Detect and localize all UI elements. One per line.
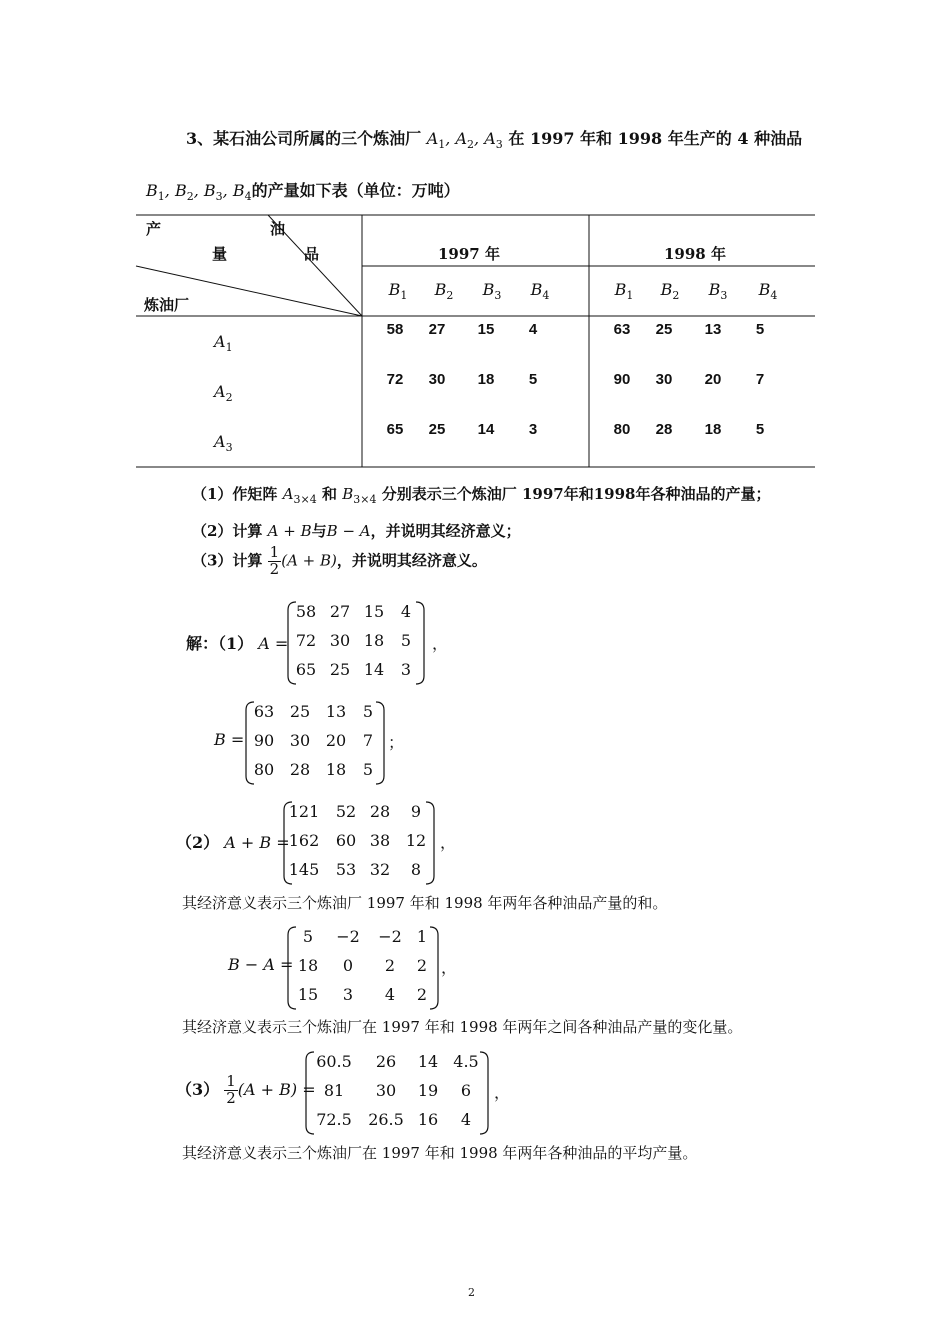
matrix-cell: 72.5 bbox=[316, 1110, 352, 1129]
diff-label: B − A = bbox=[228, 955, 294, 974]
table-cell: 7 bbox=[755, 371, 765, 388]
matrix-cell: 25 bbox=[289, 702, 311, 721]
b-header-4: $B_4$ bbox=[530, 280, 550, 302]
table-cell: 14 bbox=[477, 421, 495, 438]
matrix-cell: 12 bbox=[405, 831, 427, 850]
matrix-cell: 5 bbox=[302, 927, 314, 946]
matrix-cell: 26.5 bbox=[368, 1110, 404, 1129]
b-header-3: $B_3$ bbox=[482, 280, 502, 302]
matrix-cell: 5 bbox=[362, 702, 374, 721]
matrix-cell: 9 bbox=[410, 802, 422, 821]
row-label-a3: $A_3$ bbox=[214, 432, 233, 454]
matrix-cell: −2 bbox=[336, 927, 360, 946]
matrix-cell: 0 bbox=[342, 956, 354, 975]
matrix-cell: 30 bbox=[329, 631, 351, 650]
table-cell: 5 bbox=[528, 371, 538, 388]
matrix-cell: 18 bbox=[297, 956, 319, 975]
table-cell: 30 bbox=[428, 371, 446, 388]
matrix-cell: 90 bbox=[253, 731, 275, 750]
year-1997-header: 1997 年 bbox=[438, 245, 500, 263]
table-cell: 63 bbox=[613, 321, 631, 338]
matrix-cell: 2 bbox=[416, 985, 428, 1004]
corner-quantity: 量 bbox=[212, 245, 228, 263]
table-cell: 25 bbox=[655, 321, 673, 338]
question-3: （3）计算 $\frac{1}{2}$ (A + B)，并说明其经济意义。 bbox=[192, 543, 487, 578]
year-1998-header: 1998 年 bbox=[664, 245, 726, 263]
table-cell: 65 bbox=[386, 421, 404, 438]
matrix-cell: 16 bbox=[417, 1110, 439, 1129]
table-cell: 15 bbox=[477, 321, 495, 338]
matrix-cell: 60 bbox=[335, 831, 357, 850]
matrix-cell: 72 bbox=[295, 631, 317, 650]
matrix-cell: 5 bbox=[400, 631, 412, 650]
page-number: 2 bbox=[468, 1286, 475, 1299]
corner-refinery: 炼油厂 bbox=[144, 296, 190, 314]
matrix-cell: 15 bbox=[363, 602, 385, 621]
matrix-cell: 6 bbox=[460, 1081, 472, 1100]
b-header-2: $B_2$ bbox=[660, 280, 680, 302]
matrix-cell: 38 bbox=[369, 831, 391, 850]
sum-label: （2） A + B = bbox=[176, 833, 290, 852]
matrix-cell: 30 bbox=[375, 1081, 397, 1100]
matrix-cell: 18 bbox=[363, 631, 385, 650]
matrix-cell: 3 bbox=[342, 985, 354, 1004]
table-cell: 5 bbox=[755, 421, 765, 438]
matrix-cell: 20 bbox=[325, 731, 347, 750]
matrix-cell: 58 bbox=[295, 602, 317, 621]
matrix-cell: 26 bbox=[375, 1052, 397, 1071]
matrix-cell: 28 bbox=[289, 760, 311, 779]
matrix-cell: 32 bbox=[369, 860, 391, 879]
table-cell: 72 bbox=[386, 371, 404, 388]
matrix-b bbox=[246, 700, 384, 786]
matrix-cell: −2 bbox=[378, 927, 402, 946]
table-cell: 27 bbox=[428, 321, 446, 338]
matrix-cell: 162 bbox=[288, 831, 320, 850]
matrix-cell: 18 bbox=[325, 760, 347, 779]
b-label: B = bbox=[214, 730, 245, 749]
matrix-diff bbox=[288, 925, 438, 1011]
matrix-cell: 25 bbox=[329, 660, 351, 679]
corner-oil: 油 bbox=[270, 220, 286, 238]
matrix-cell: 4 bbox=[400, 602, 412, 621]
table-cell: 30 bbox=[655, 371, 673, 388]
b-header-1: $B_1$ bbox=[614, 280, 634, 302]
matrix-cell: 27 bbox=[329, 602, 351, 621]
matrix-cell: 13 bbox=[325, 702, 347, 721]
matrix-cell: 4 bbox=[460, 1110, 472, 1129]
table-cell: 90 bbox=[613, 371, 631, 388]
sum-meaning: 其经济意义表示三个炼油厂 1997 年和 1998 年两年各种油品产量的和。 bbox=[182, 894, 668, 912]
b-header-1: $B_1$ bbox=[388, 280, 408, 302]
avg-meaning: 其经济意义表示三个炼油厂在 1997 年和 1998 年两年各种油品的平均产量。 bbox=[182, 1144, 698, 1162]
left-bracket bbox=[306, 1052, 314, 1134]
matrix-cell: 14 bbox=[363, 660, 385, 679]
matrix-cell: 15 bbox=[297, 985, 319, 1004]
matrix-cell: 121 bbox=[288, 802, 320, 821]
problem-number: 3、 bbox=[186, 129, 214, 148]
matrix-cell: 4 bbox=[384, 985, 396, 1004]
b-header-2: $B_2$ bbox=[434, 280, 454, 302]
b-header-3: $B_3$ bbox=[708, 280, 728, 302]
matrix-cell: 2 bbox=[384, 956, 396, 975]
matrix-cell: 81 bbox=[323, 1081, 345, 1100]
matrix-cell: 7 bbox=[362, 731, 374, 750]
corner-pin: 品 bbox=[304, 245, 320, 263]
table-cell: 20 bbox=[704, 371, 722, 388]
matrix-cell: 52 bbox=[335, 802, 357, 821]
table-cell: 5 bbox=[755, 321, 765, 338]
table-cell: 3 bbox=[528, 421, 538, 438]
matrix-a bbox=[288, 600, 424, 686]
matrix-avg bbox=[306, 1050, 488, 1136]
matrix-cell: 1 bbox=[416, 927, 428, 946]
table-cell: 18 bbox=[704, 421, 722, 438]
problem-line-2: $B_1$, $B_2$, $B_3$, $B_4$的产量如下表（单位：万吨） bbox=[146, 181, 460, 203]
diff-meaning: 其经济意义表示三个炼油厂在 1997 年和 1998 年两年之间各种油品产量的变化量。 bbox=[182, 1018, 743, 1036]
table-cell: 80 bbox=[613, 421, 631, 438]
matrix-cell: 80 bbox=[253, 760, 275, 779]
matrix-sum bbox=[284, 800, 434, 886]
table-cell: 28 bbox=[655, 421, 673, 438]
matrix-cell: 28 bbox=[369, 802, 391, 821]
b-header-4: $B_4$ bbox=[758, 280, 778, 302]
question-2: （2）计算 A + B与B − A，并说明其经济意义； bbox=[192, 522, 521, 540]
table-cell: 25 bbox=[428, 421, 446, 438]
matrix-cell: 19 bbox=[417, 1081, 439, 1100]
matrix-cell: 4.5 bbox=[453, 1052, 479, 1071]
problem-line-1: 3、某石油公司所属的三个炼油厂 $A_1$, $A_2$, $A_3$ 在 1997 年和 1998 年生产的 4 种油品 bbox=[186, 129, 803, 151]
table-grid bbox=[0, 0, 950, 480]
row-label-a1: $A_1$ bbox=[214, 332, 233, 354]
table-cell: 13 bbox=[704, 321, 722, 338]
matrix-cell: 145 bbox=[288, 860, 320, 879]
table-cell: 4 bbox=[528, 321, 538, 338]
matrix-cell: 14 bbox=[417, 1052, 439, 1071]
table-cell: 58 bbox=[386, 321, 404, 338]
avg-label: （3） $\frac{1}{2}$ (A + B) = bbox=[176, 1072, 316, 1107]
matrix-cell: 8 bbox=[410, 860, 422, 879]
matrix-cell: 65 bbox=[295, 660, 317, 679]
solution-label: 解：（1） A = bbox=[186, 634, 289, 653]
corner-product: 产 bbox=[146, 220, 162, 238]
matrix-cell: 63 bbox=[253, 702, 275, 721]
matrix-cell: 30 bbox=[289, 731, 311, 750]
matrix-cell: 3 bbox=[400, 660, 412, 679]
matrix-cell: 5 bbox=[362, 760, 374, 779]
matrix-cell: 2 bbox=[416, 956, 428, 975]
row-label-a2: $A_2$ bbox=[214, 382, 233, 404]
matrix-cell: 60.5 bbox=[316, 1052, 352, 1071]
question-1: （1）作矩阵 $A_{3\times 4}$ 和 $B_{3\times 4}$ 分别表示三个炼油厂 1997年和1998年各种油品的产量； bbox=[192, 485, 771, 506]
matrix-cell: 53 bbox=[335, 860, 357, 879]
table-cell: 18 bbox=[477, 371, 495, 388]
